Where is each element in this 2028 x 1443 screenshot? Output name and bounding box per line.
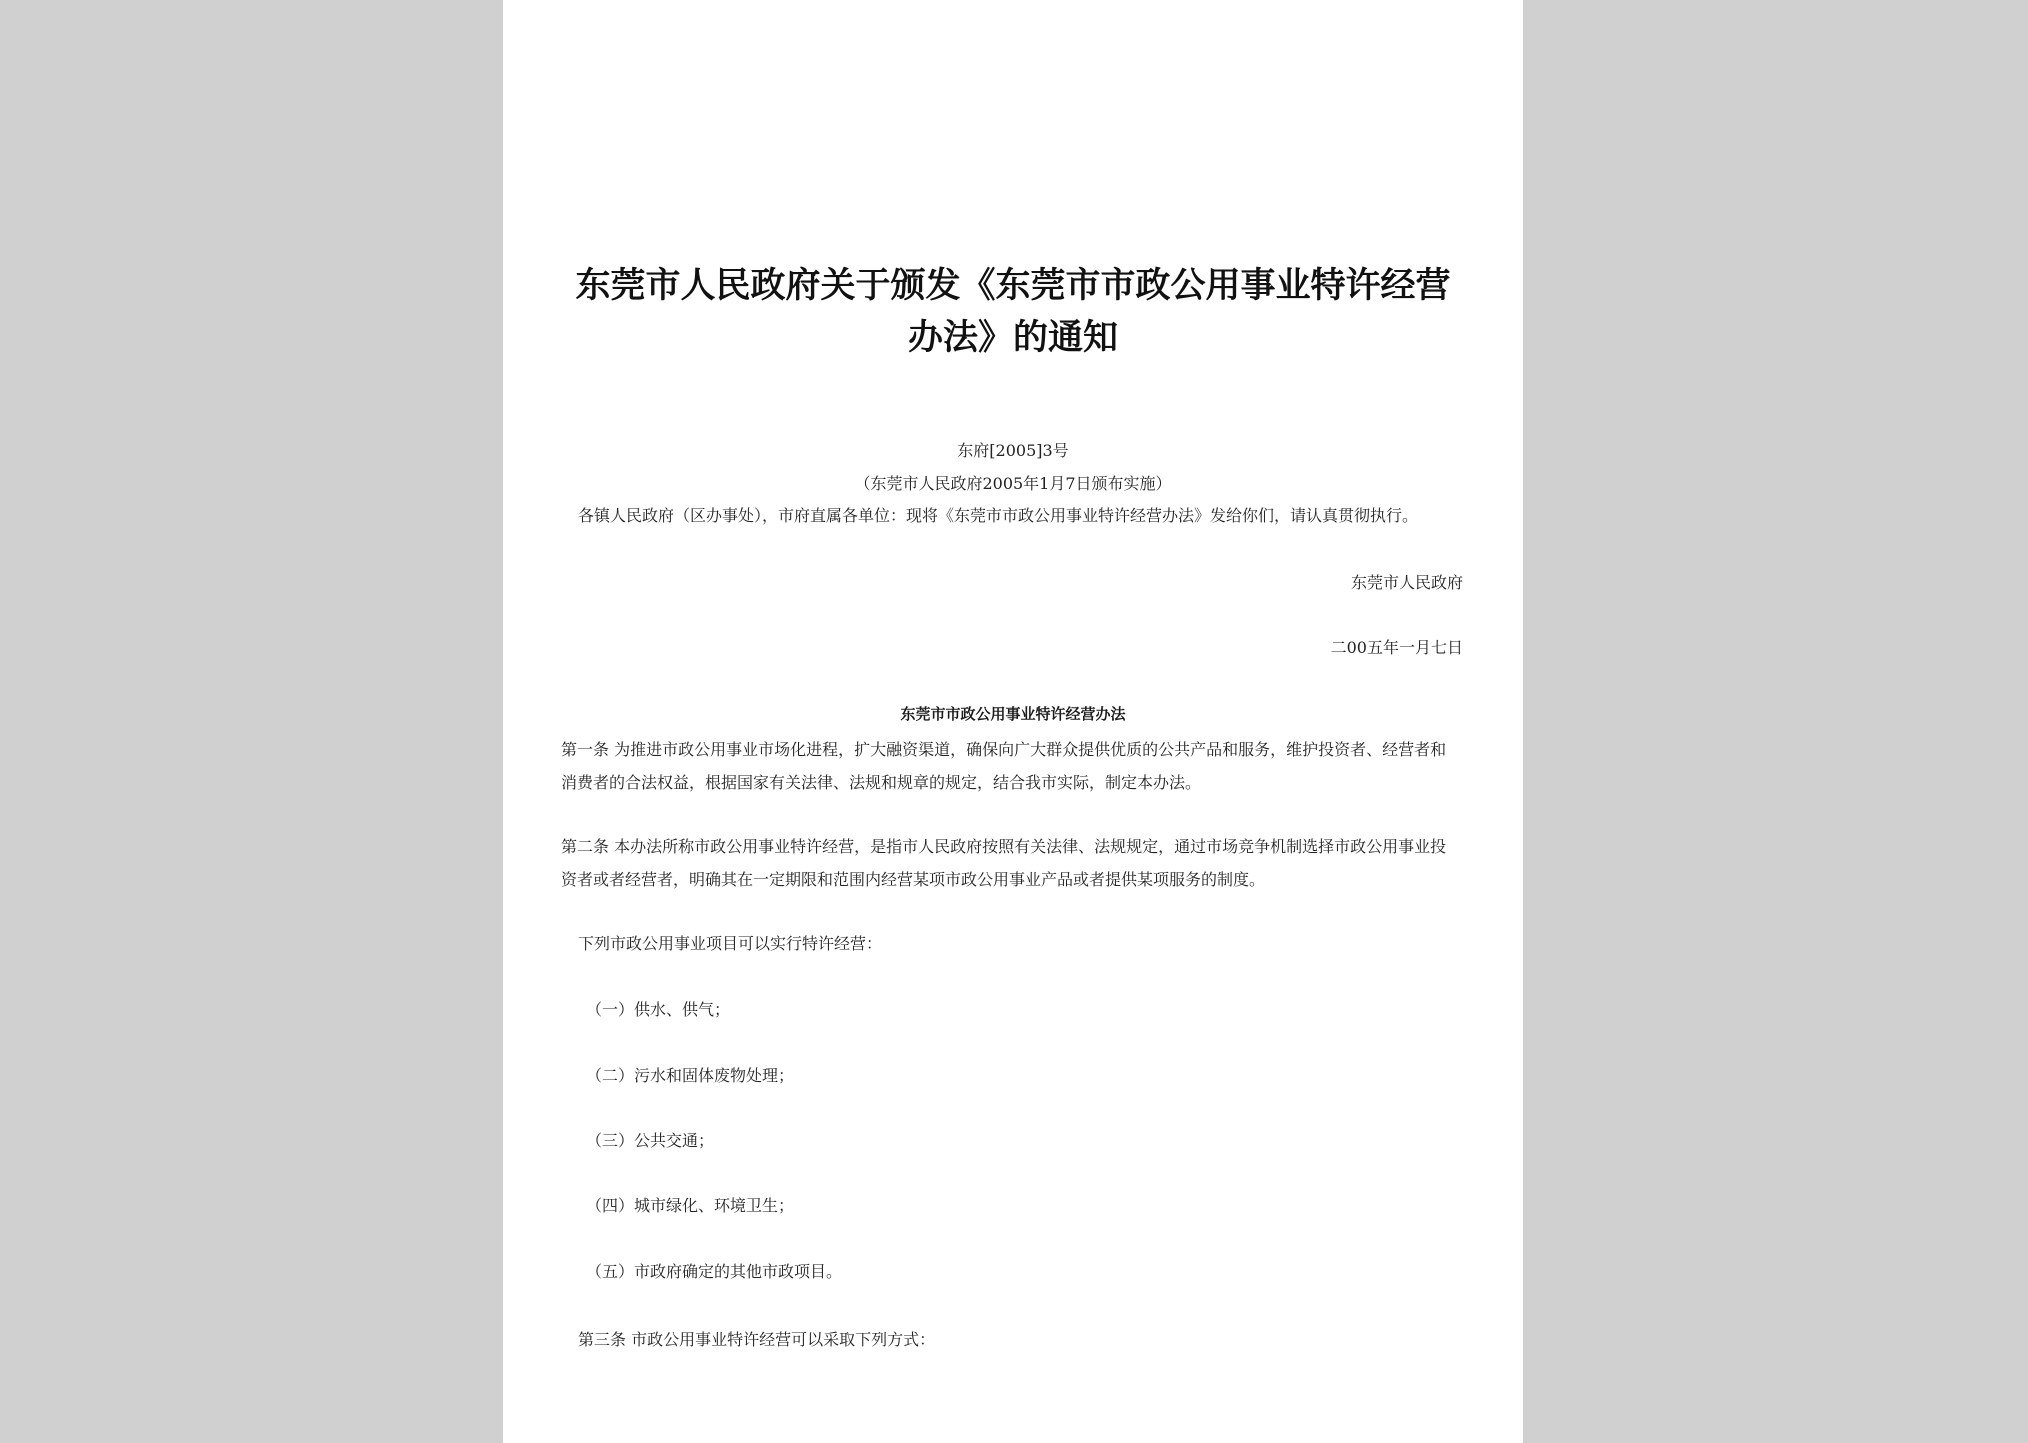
- article-3: 第三条 市政公用事业特许经营可以采取下列方式：: [578, 1330, 936, 1349]
- salutation-paragraph: 各镇人民政府（区办事处），市府直属各单位：现将《东莞市市政公用事业特许经营办法》发给你们，请认真贯彻执行。: [578, 506, 1419, 525]
- item-intro: 下列市政公用事业项目可以实行特许经营：: [578, 934, 883, 953]
- list-item: （三）公共交通；: [586, 1131, 715, 1150]
- document-page: [503, 0, 1523, 1443]
- list-item: （四）城市绿化、环境卫生；: [586, 1196, 795, 1215]
- list-item: （二）污水和固体废物处理；: [586, 1066, 795, 1085]
- sign-date: 二00五年一月七日: [1330, 638, 1463, 657]
- page-title: 东莞市人民政府关于颁发《东莞市市政公用事业特许经营办法》的通知: [575, 266, 1451, 358]
- signer: 东莞市人民政府: [1350, 573, 1463, 592]
- document-number: 东府[2005]3号: [957, 441, 1069, 460]
- list-item: （五）市政府确定的其他市政项目。: [586, 1262, 843, 1281]
- issue-note: （东莞市人民政府2005年1月7日颁布实施）: [854, 474, 1172, 493]
- article-1: 第一条 为推进市政公用事业市场化进程，扩大融资渠道，确保向广大群众提供优质的公共产品和服务，维护投资者、经营者和消费者的合法权益，根据国家有关法律、法规和规章的规定，结合我市实际，制定本办法。: [561, 740, 1447, 792]
- list-item: （一）供水、供气；: [586, 1000, 731, 1019]
- article-2: 第二条 本办法所称市政公用事业特许经营，是指市人民政府按照有关法律、法规规定，通过市场竞争机制选择市政公用事业投资者或者经营者，明确其在一定期限和范围内经营某项市政公用事业产品或者提供某项服务的制度。: [561, 837, 1447, 889]
- section-title: 东莞市市政公用事业特许经营办法: [900, 705, 1126, 723]
